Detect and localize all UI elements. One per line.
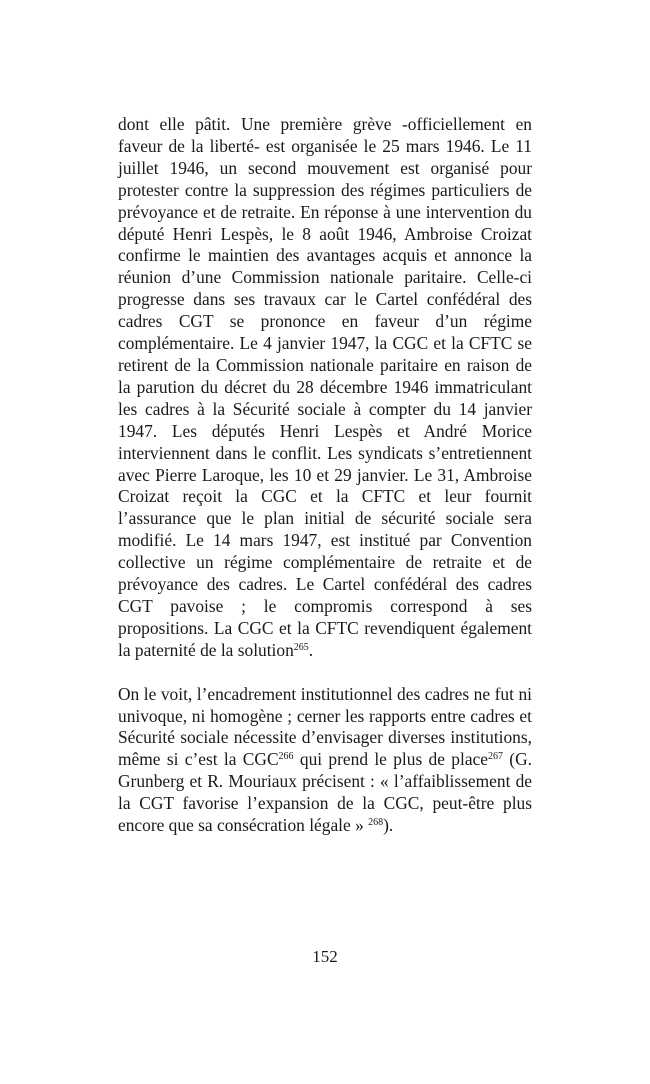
page-number: 152 [312, 947, 338, 966]
paragraph-2-text-a: On le voit, l’encadrement institutionnel des cadres ne fut ni univoque, ni homogène ; cerner les rapports entre cadres et Sécurité sociale nécessite d’envisager diverses institutions, même si c’est la CGC [118, 683, 532, 770]
paragraph-2-text-d: ). [383, 815, 394, 836]
footnote-ref-268[interactable]: 268 [368, 817, 384, 829]
page-body [118, 114, 532, 837]
paragraph-2 [118, 684, 532, 837]
footnote-ref-265[interactable]: 265 [293, 641, 309, 653]
paragraph-2-text-c: (G. Grunberg et R. Mouriaux précisent : « l’affaiblissement de la CGT favorise l’expansion de la CGC, peut-être plus encore que sa consécration légale » [118, 749, 533, 836]
footnote-ref-266[interactable]: 266 [278, 751, 294, 763]
paragraph-1-text: dont elle pâtit. Une première grève -officiellement en faveur de la liberté- est organisée le 25 mars 1946. Le 11 juillet 1946, un second mouvement est organisé pour protester contre la suppression des régimes particuliers de prévoyance et de retraite. En réponse à une intervention du député Henri Lespès, le 8 août 1946, Ambroise Croizat confirme le maintien des avantages acquis et annonce la réunion d’une Commission nationale paritaire. Celle-ci progresse dans ses travaux car le Cartel confédéral des cadres CGT se prononce en faveur d’un régime complémentaire. Le 4 janvier 1947, la CGC et la CFTC se retirent de la Commission nationale paritaire en raison de la parution du décret du 28 décembre 1946 immatriculant les cadres à la Sécurité sociale à compter du 14 janvier 1947. Les députés Henri Lespès et André Morice interviennent dans le conflit. Les syndicats s’entretiennent avec Pierre Laroque, les 10 et 29 janvier. Le 31, Ambroise Croizat reçoit la CGC et la CFTC et leur fournit l’assurance que le plan initial de sécurité sociale sera modifié. Le 14 mars 1947, est institué par Convention collective un régime complémentaire de retraite et de prévoyance des cadres. Le Cartel confédéral des cadres CGT pavoise ; le compromis correspond à ses propositions. La CGC et la CFTC revendiquent également la paternité de la solution [118, 114, 532, 660]
paragraph-1 [118, 114, 532, 662]
footnote-ref-267[interactable]: 267 [487, 751, 503, 763]
paragraph-1-end: . [308, 639, 314, 660]
paragraph-2-text-b: qui prend le plus de place [293, 749, 488, 770]
